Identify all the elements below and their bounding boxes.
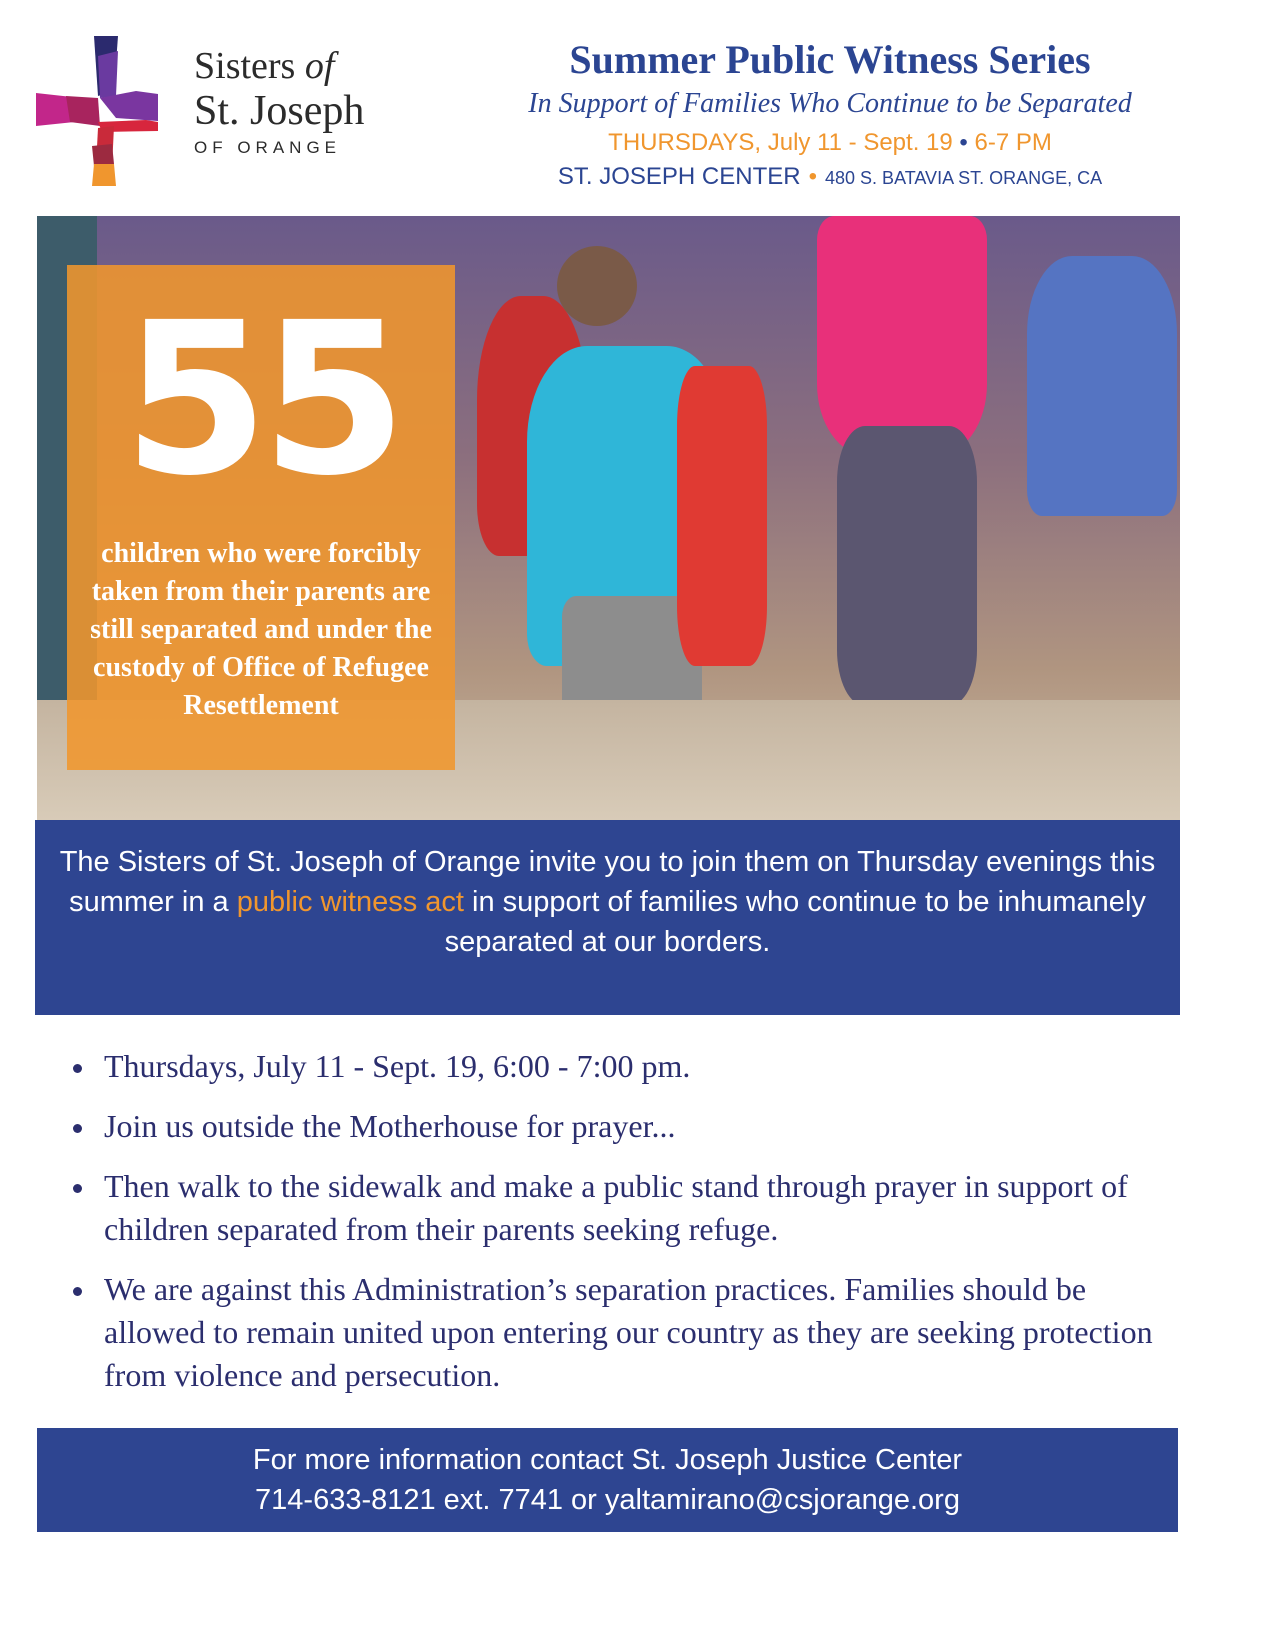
event-header [440, 36, 1220, 195]
venue-name: ST. JOSEPH CENTER [557, 163, 801, 190]
logo-sisters: Sisters [194, 45, 305, 87]
subtitle: In Support of Families Who Continue to be Separated [528, 88, 1132, 119]
organization-name [194, 44, 364, 158]
cross-icon [36, 36, 158, 186]
list-item: Then walk to the sidewalk and make a public stand through prayer in support of children separated from their parents seeking refuge. [70, 1165, 1170, 1251]
logo-of-orange: OF ORANGE [194, 138, 342, 157]
contact-details[interactable]: 714-633-8121 ext. 7741 or yaltamirano@csjorange.org [255, 1484, 960, 1516]
invitation-highlight: public witness act [236, 886, 464, 918]
logo-of: of [304, 45, 335, 87]
statistic-caption: children who were forcibly taken from their parents are still separated and under the custody of Office of Refugee Resettlement [90, 538, 432, 721]
event-schedule [440, 126, 1220, 160]
list-item: Thursdays, July 11 - Sept. 19, 6:00 - 7:00 pm. [70, 1045, 1170, 1088]
venue-address: 480 S. BATAVIA ST. ORANGE, CA [825, 168, 1103, 188]
event-dates: THURSDAYS, July 11 - Sept. 19 [608, 129, 953, 156]
contact-banner [37, 1428, 1178, 1532]
logo [36, 36, 396, 186]
event-time: 6-7 PM [974, 129, 1052, 156]
event-venue [440, 160, 1220, 195]
page-title: Summer Public Witness Series [569, 37, 1091, 82]
event-details-list [70, 1045, 1170, 1414]
contact-heading: For more information contact St. Joseph Justice Center [252, 1444, 963, 1476]
logo-st-joseph: St. Joseph [194, 88, 365, 134]
invitation-banner [35, 820, 1180, 1015]
bullet-separator: • [808, 163, 818, 190]
bullet-separator: • [959, 129, 968, 156]
invitation-text-end: in support of families who continue to be inhumanely separated at our borders. [444, 886, 1146, 958]
statistic-number: 55 [122, 277, 400, 522]
invitation-text: The Sisters of St. Joseph of Orange invite you to join them on Thursday evenings this summer in a [59, 846, 1156, 918]
statistic-callout [67, 265, 455, 770]
list-item: Join us outside the Motherhouse for prayer... [70, 1105, 1170, 1148]
list-item: We are against this Administration’s separation practices. Families should be allowed to remain united upon entering our country as they are seeking protection from violence and persecution. [70, 1268, 1170, 1397]
